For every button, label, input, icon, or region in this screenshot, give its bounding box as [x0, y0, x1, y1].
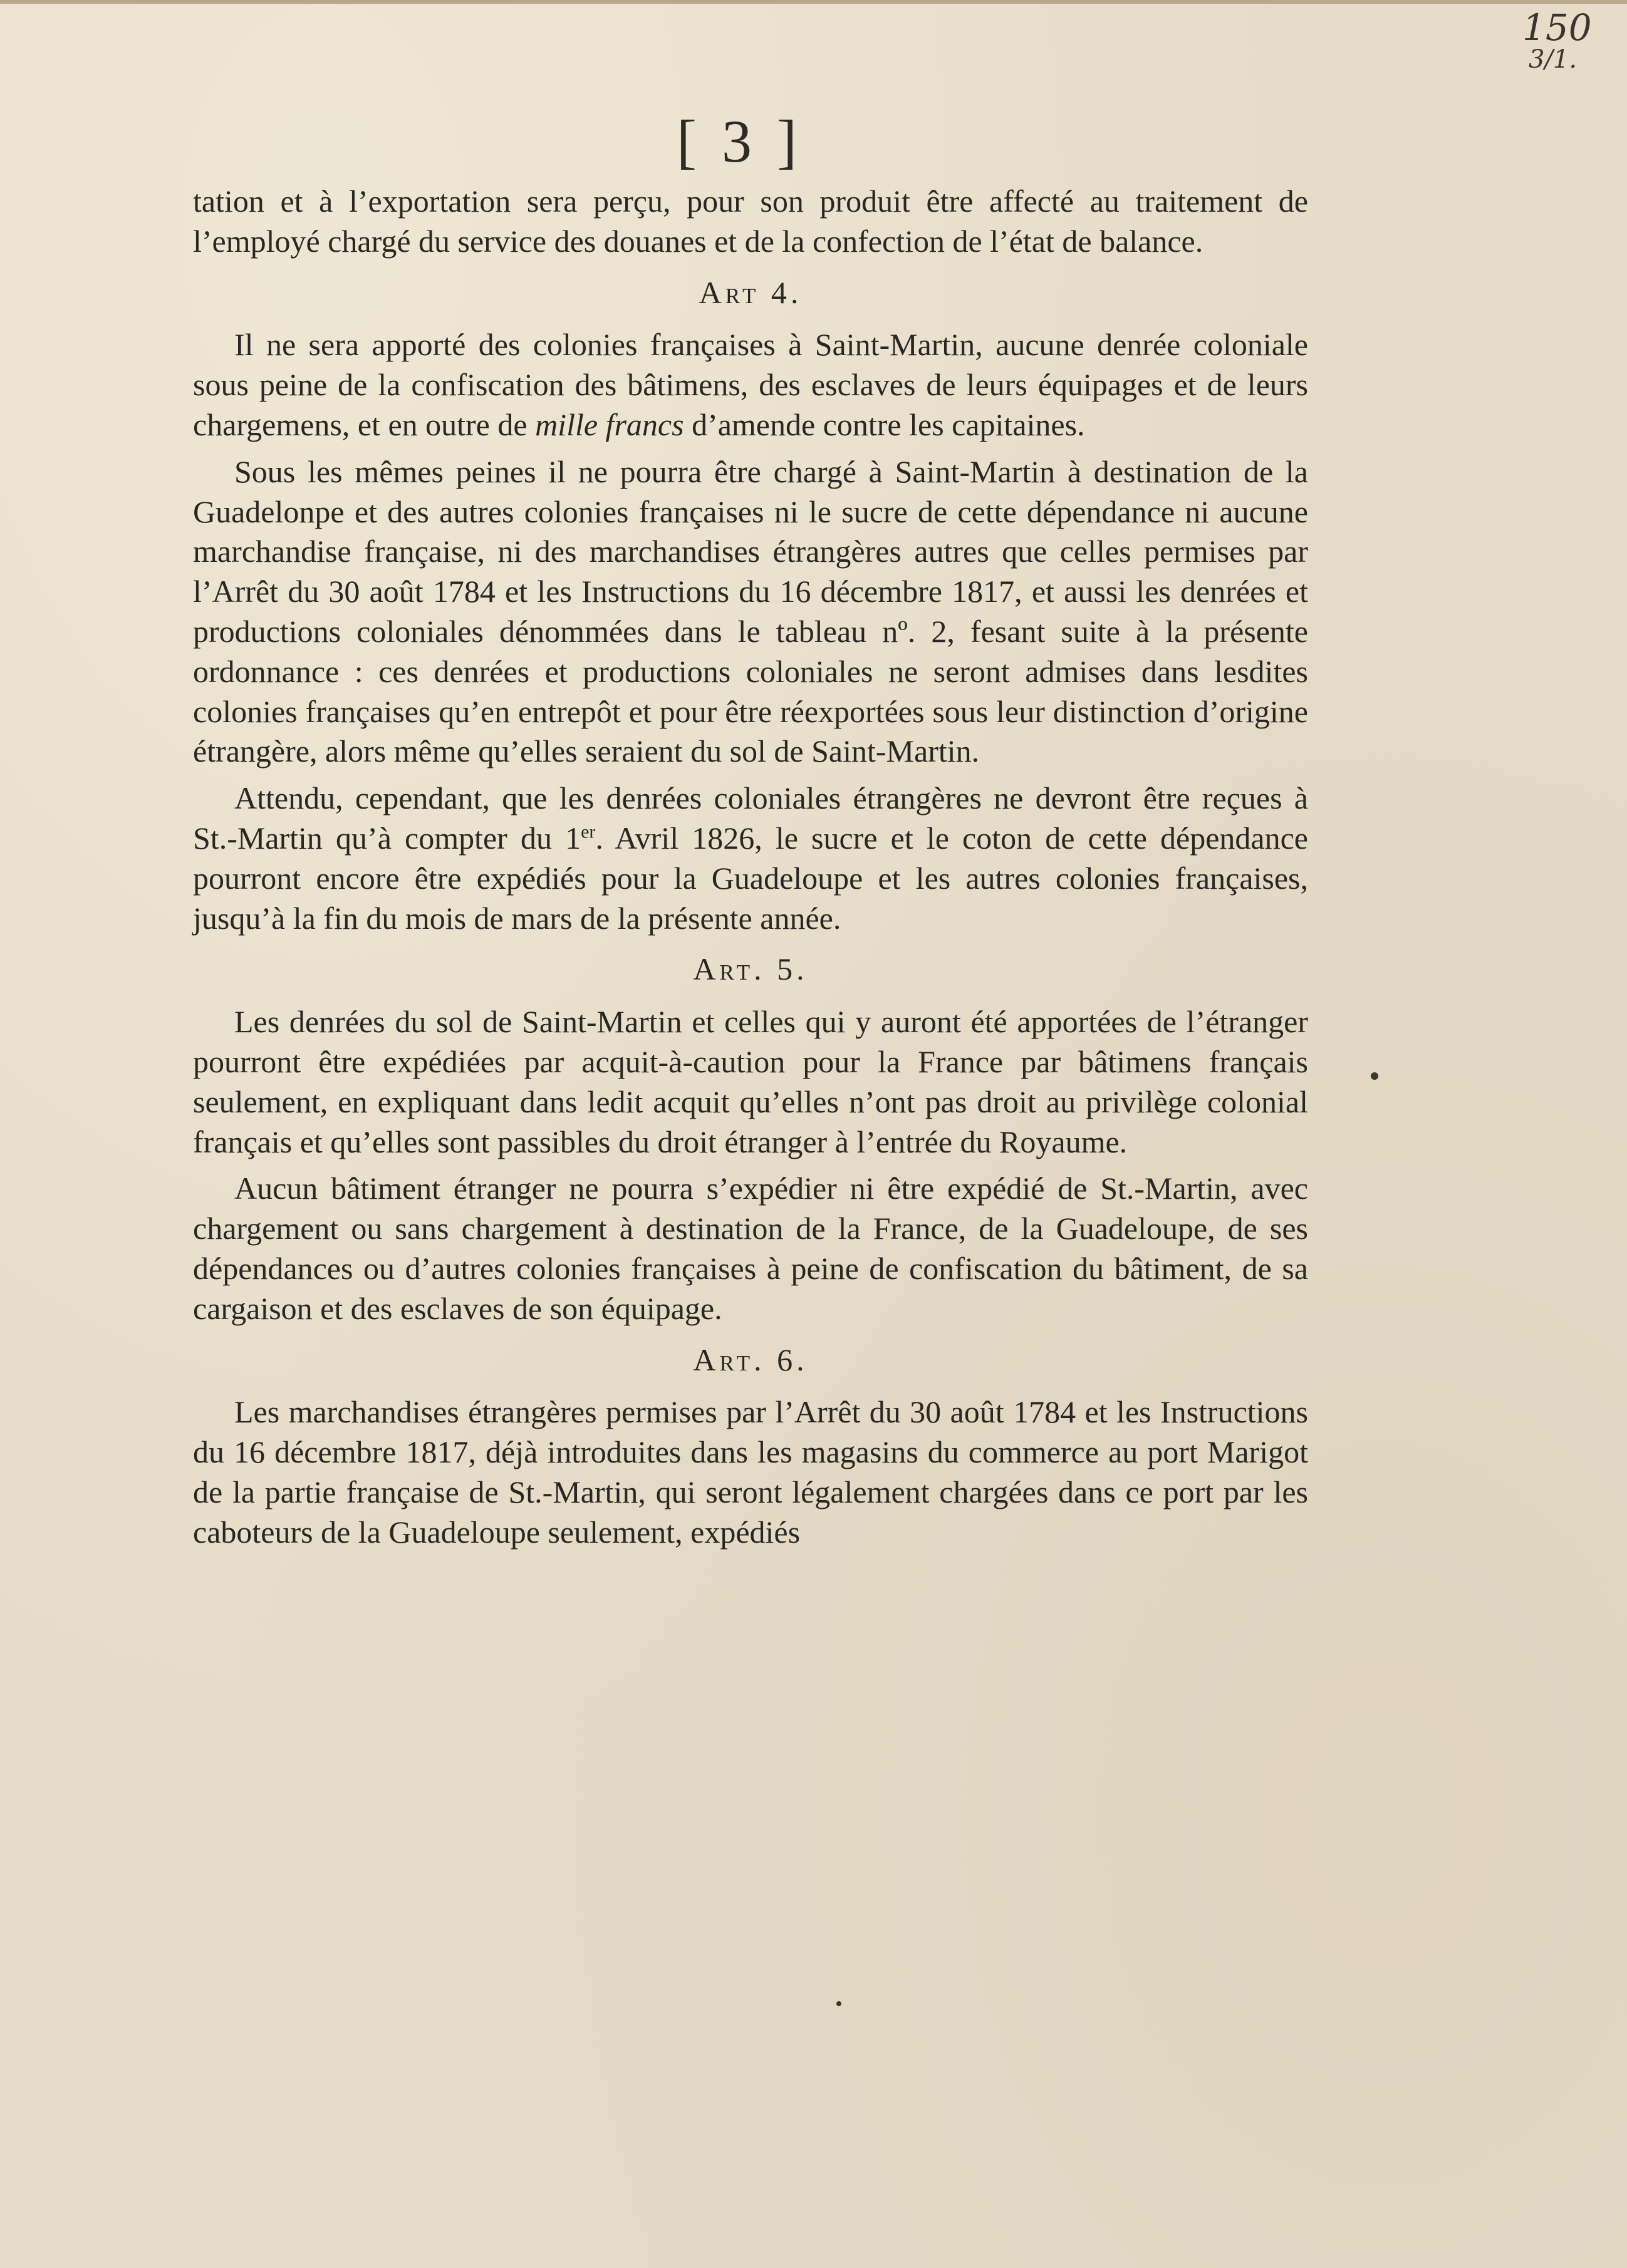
ink-speck — [1371, 1072, 1378, 1080]
page-top-edge — [0, 0, 1627, 4]
article-4-paragraph-3 — [193, 779, 1308, 938]
page-number: [ 3 ] — [677, 108, 802, 175]
article-5-heading: Art. 5. — [693, 951, 808, 987]
paragraph-text: Il ne sera apporté des colonies françaises à Saint-Martin, aucune denrée coloniale sous peine de la confiscation des bâtimens, des esclaves de leurs équipages et de leurs chargemens, et en outre de — [193, 327, 1308, 442]
ink-speck — [836, 2001, 841, 2006]
article-4-paragraph-1 — [193, 325, 1308, 445]
article-6-paragraph-1: Les marchandises étrangères permises par l’Arrêt du 30 août 1784 et les Instructions du 16 décembre 1817, déjà introduites dans les magasins du commerce au port Marigot de la partie française de St.-Martin, qui seront légalement chargées dans ce port par les caboteurs de la Guadeloupe seulement, expédiés — [193, 1394, 1308, 1550]
folio-mark: 3/1. — [1529, 45, 1578, 74]
paragraph-text: Attendu, cependant, que les denrées coloniales étrangères ne devront être reçues à St.-Martin qu’à compter du 1 — [193, 780, 1308, 856]
folio-number: 150 — [1522, 6, 1592, 49]
document-body — [193, 182, 1308, 1560]
continuation-paragraph: tation et à l’exportation sera perçu, pour son produit être affecté au traitement de l’employé chargé du service des douanes et de la confection de l’état de balance. — [193, 184, 1308, 259]
article-5-paragraph-1: Les denrées du sol de Saint-Martin et celles qui y auront été apportées de l’étranger pourront être expédiées par acquit-à-caution pour la France par bâtimens français seulement, en expliquant dans ledit acquit qu’elles n’ont pas droit au privilège colonial français et qu’elles sont passibles du droit étranger à l’entrée du Royaume. — [193, 1004, 1308, 1159]
paragraph-text: d’amende contre les capitaines. — [684, 406, 1085, 442]
article-6-heading: Art. 6. — [693, 1342, 808, 1377]
article-4-paragraph-2: Sous les mêmes peines il ne pourra être chargé à Saint-Martin à destination de la Guadelonpe et des autres colonies françaises ni le sucre de cette dépendance ni aucune marchandise française, ni des marchandises étrangères autres que celles permises par l’Arrêt du 30 août 1784 et les Instructions du 16 décembre 1817, et aussi les denrées et productions coloniales dénommées dans le tableau nº. 2, fesant suite à la présente ordonnance : ces denrées et productions coloniales ne seront admises dans lesdites colonies françaises qu’en entrepôt et pour être réexportées sous leur distinction d’origine étrangère, alors même qu’elles seraient du sol de Saint-Martin. — [193, 453, 1308, 769]
article-5-paragraph-2: Aucun bâtiment étranger ne pourra s’expédier ni être expédié de St.-Martin, avec chargement ou sans chargement à destination de la France, de la Guadeloupe, de ses dépendances ou d’autres colonies françaises à peine de confiscation du bâtiment, de sa cargaison et des esclaves de son équipage. — [193, 1171, 1308, 1326]
article-4-heading: Art 4. — [699, 274, 803, 310]
italic-amount: mille francs — [535, 406, 684, 442]
superscript: er — [581, 821, 596, 842]
paragraph-text: . Avril 1826, le sucre et le coton de cette dépendance pourront encore être expédiés pour la Guadeloupe et les autres colonies françaises, jusqu’à la fin du mois de mars de la présente année. — [193, 820, 1308, 936]
